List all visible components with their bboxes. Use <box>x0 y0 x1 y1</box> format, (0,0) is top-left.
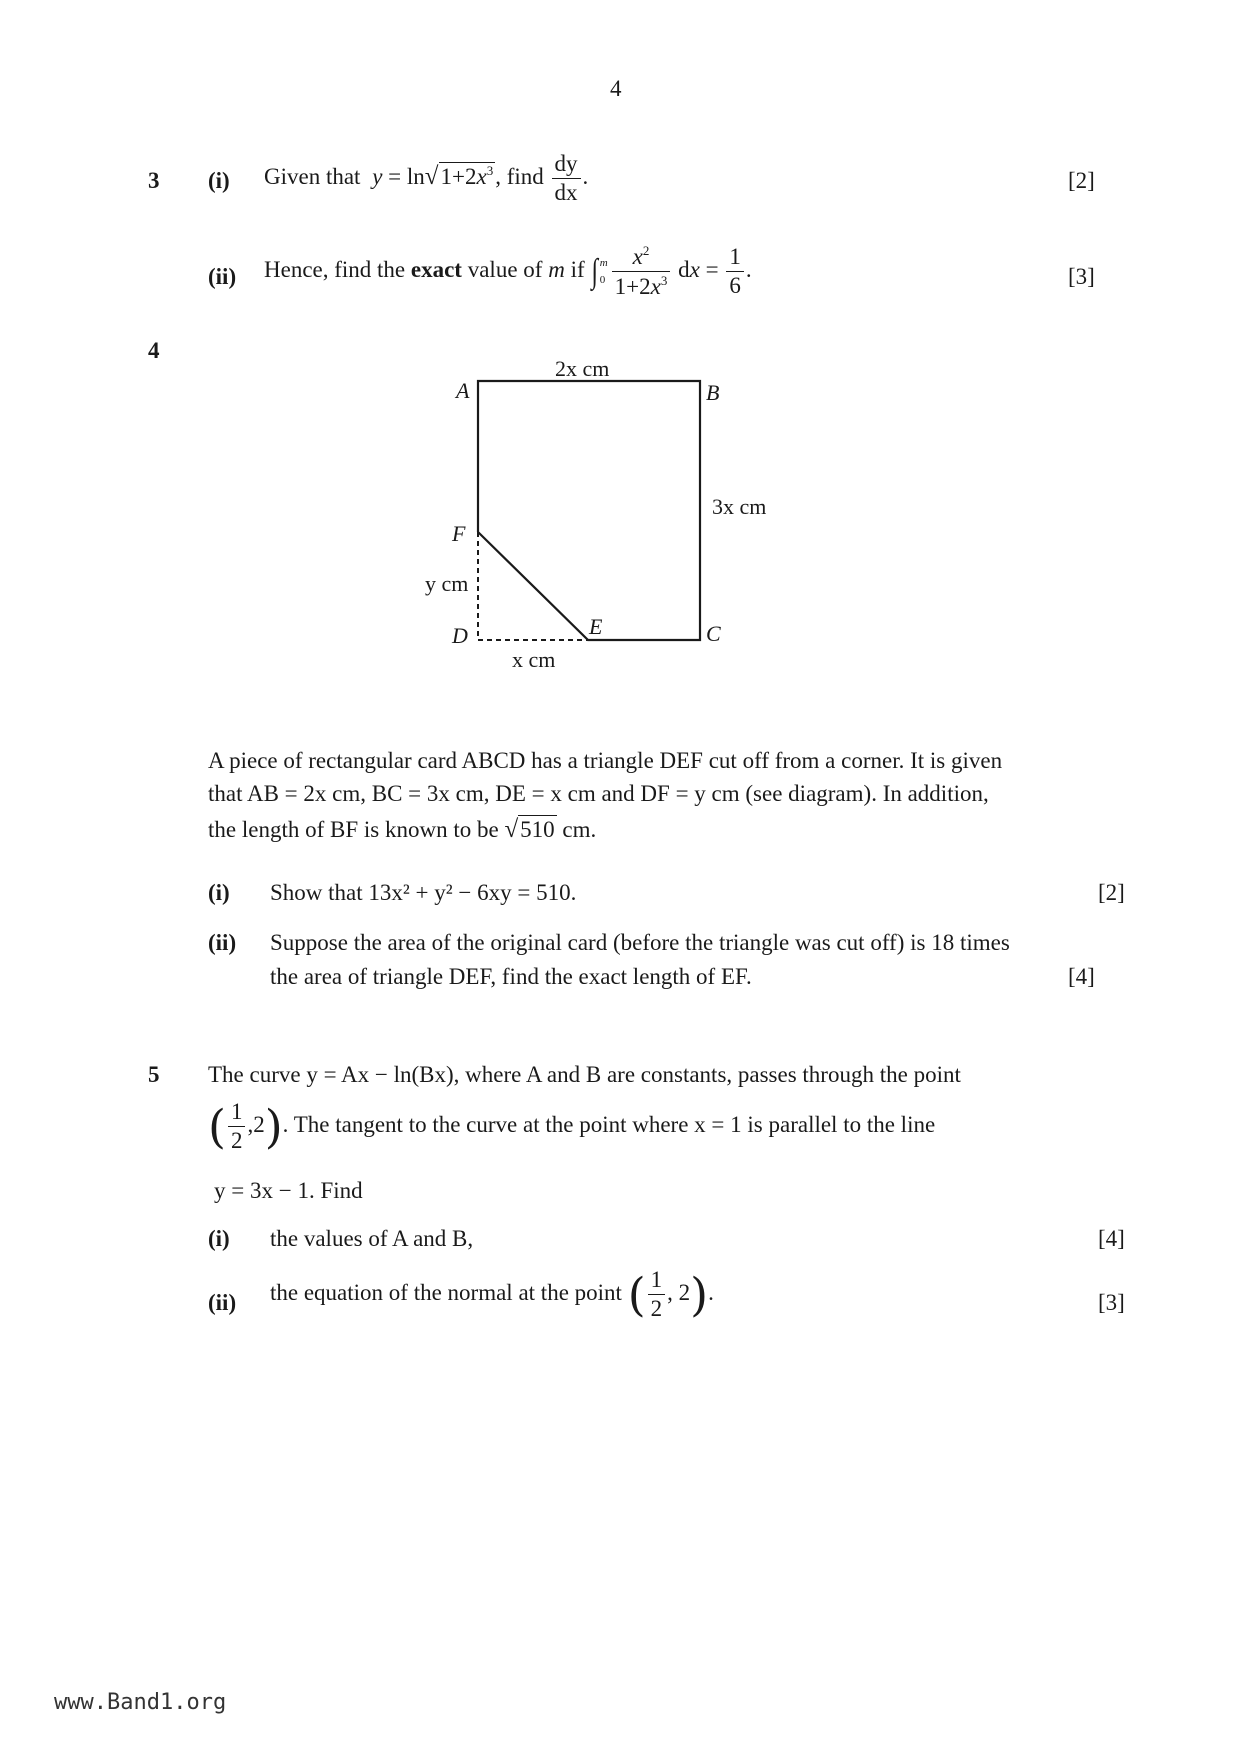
q4-part-i-text: Show that 13x² + y² − 6xy = 510. <box>270 880 577 905</box>
label-2x-cm: 2x cm <box>555 356 610 381</box>
q4-part-i-mark: [2] <box>1098 880 1125 905</box>
sqrt-expression: $√1+2x^3$ <box>424 162 494 190</box>
dy-dx-fraction: $\frac{dy}{dx}$ <box>552 152 581 205</box>
q3-i-find: , find <box>495 163 544 189</box>
integral-sign: ∫ <box>591 252 599 290</box>
q3-part-i-mark: [2] <box>1068 168 1095 193</box>
q4-part-ii-mark: [4] <box>1068 964 1095 989</box>
q4-para-line-2: that AB = 2x cm, BC = 3x cm, DE = x cm and DF = y cm (see diagram). In addition, <box>208 781 989 806</box>
q5-line-1: The curve y = Ax − ln(Bx), where A and B are constants, passes through the point <box>208 1062 961 1087</box>
q5-line-3: y = 3x − 1. Find <box>214 1178 363 1203</box>
q4-l3a: the length of BF is known to be <box>208 817 499 842</box>
label-3x-cm: 3x cm <box>712 494 767 519</box>
vertex-d: D <box>452 623 468 648</box>
q3-ii-exact: exact <box>410 256 462 282</box>
q4-part-ii-label: (ii) <box>208 930 237 955</box>
integral-limits: m 0 <box>599 257 608 286</box>
label-x-cm: x cm <box>512 647 556 672</box>
q5-line-2: ( $\frac{1}{2}$ ,2). The tangent to the curve at the point where x = 1 is parallel to the line <box>208 1099 936 1154</box>
vertex-a: A <box>456 378 470 403</box>
q3-part-i-text: Given that $y = \ln√1+2x^3$, find $\frac{dy}{dx}$ . <box>264 151 589 206</box>
footer-url: www.Band1.org <box>54 1690 227 1715</box>
q5-part-ii-text: the equation of the normal at the point ( $\frac{1}{2}$ , 2). <box>270 1267 714 1322</box>
card-diagram <box>0 0 1239 720</box>
q3-i-math-y: y <box>372 163 383 189</box>
q3-part-i-label: (i) <box>208 168 230 193</box>
card-outline <box>478 381 700 640</box>
q5-part-i-text: the values of A and B, <box>270 1226 474 1251</box>
question-3-number: 3 <box>148 168 160 193</box>
sqrt-510: √510 <box>504 816 555 843</box>
q5-part-i-mark: [4] <box>1098 1226 1125 1251</box>
vertex-c: C <box>706 621 721 646</box>
q4-part-i-label: (i) <box>208 880 230 905</box>
question-4-number: 4 <box>148 338 160 363</box>
point-half-fraction: $\frac{1}{2}$ <box>228 1100 246 1153</box>
question-5-number: 5 <box>148 1062 160 1087</box>
q3-ii-t1: Hence, find the <box>264 256 406 282</box>
q5-part-ii-mark: [3] <box>1098 1290 1125 1315</box>
q5-ii-t: the equation of the normal at the point <box>270 1279 622 1305</box>
q3-ii-m: m <box>548 256 565 282</box>
vertex-f: F <box>452 521 466 546</box>
vertex-b: B <box>706 380 720 405</box>
normal-point-fraction: $\frac{1}{2}$ <box>648 1268 666 1321</box>
vertex-e: E <box>589 614 603 639</box>
q4-para-line-3 <box>208 810 1088 850</box>
q3-part-ii-mark: [3] <box>1068 264 1095 289</box>
q4-para-line-1: A piece of rectangular card ABCD has a triangle DEF cut off from a corner. It is given <box>208 748 1003 773</box>
q4-l3c: cm. <box>562 817 597 842</box>
label-y-cm: y cm <box>425 571 469 596</box>
q5-part-i-label: (i) <box>208 1226 230 1251</box>
q3-part-ii-text: Hence, find the exact value of m if ∫m 0 $\frac{x^2}{1+2x^3}$ dx = $\frac{1}{6}$ . <box>264 243 752 300</box>
integrand-fraction: $\frac{x^2}{1+2x^3}$ <box>612 244 671 299</box>
q4-part-ii-line-1: Suppose the area of the original card (before the triangle was cut off) is 18 times <box>270 930 1010 955</box>
q4-part-ii-line-2: the area of triangle DEF, find the exact length of EF. <box>270 964 752 989</box>
page-number: 4 <box>610 76 622 101</box>
q4-paragraph <box>208 744 1088 850</box>
one-sixth-fraction: $\frac{1}{6}$ <box>726 245 744 298</box>
q5-part-ii-label: (ii) <box>208 1290 237 1315</box>
q5-l2-text: . The tangent to the curve at the point where x = 1 is parallel to the line <box>282 1111 936 1137</box>
q3-i-given: Given that <box>264 163 361 189</box>
q3-part-ii-label: (ii) <box>208 264 237 289</box>
q3-ii-t3: if <box>570 256 585 282</box>
q3-ii-t2: value of <box>467 256 543 282</box>
